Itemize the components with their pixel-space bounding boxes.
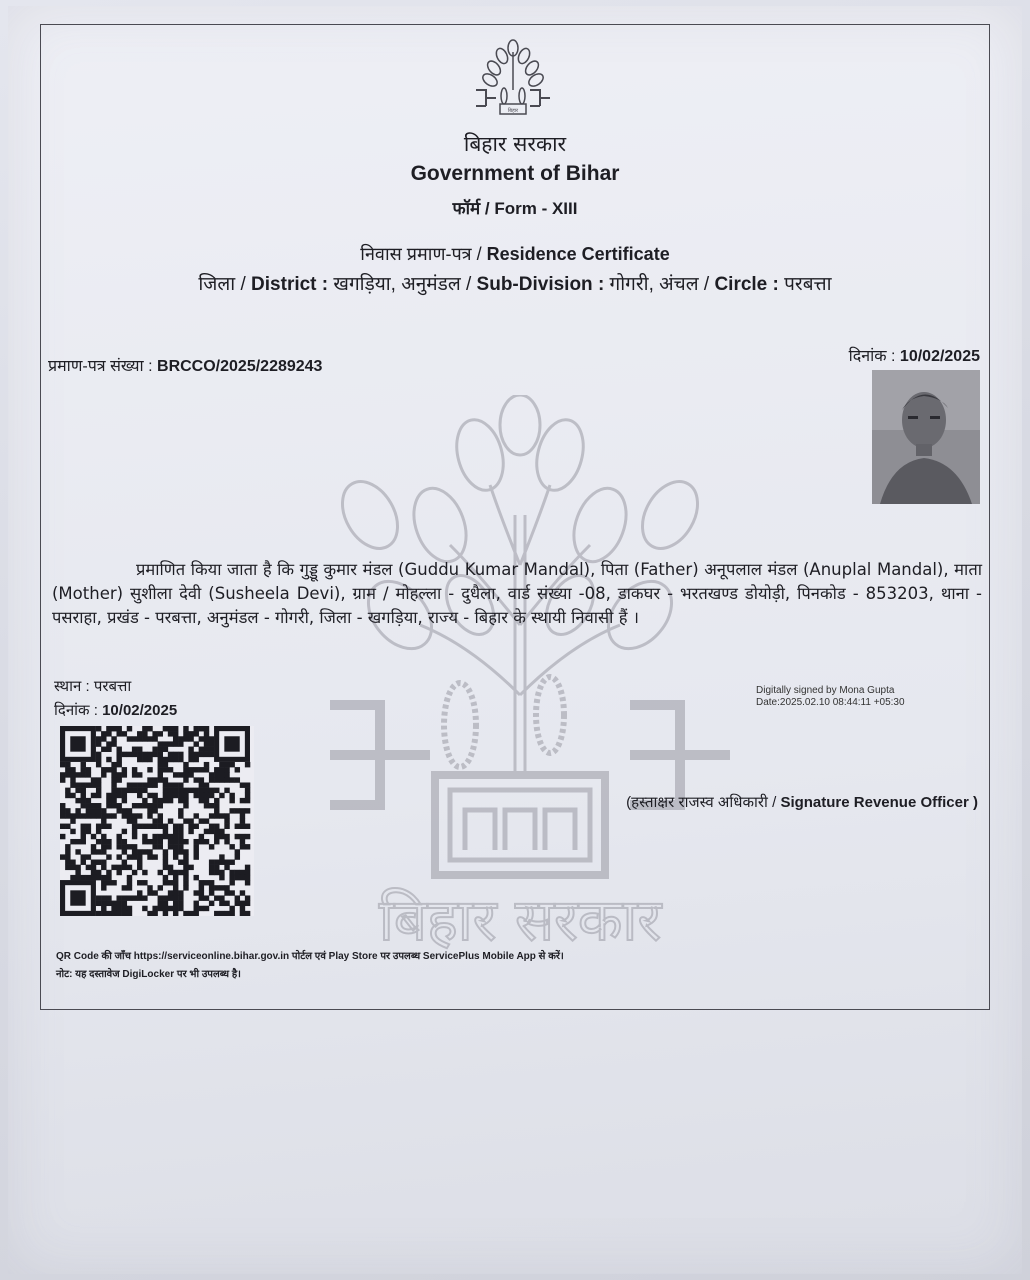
- district-line: [40, 270, 990, 296]
- digital-signature-name: Digitally signed by Mona Gupta: [756, 685, 895, 696]
- issue-date: [54, 700, 177, 720]
- form-label: फॉर्म / Form - XIII: [452, 199, 578, 218]
- circle-label: Circle :: [714, 274, 779, 295]
- title-hindi: बिहार सरकार: [463, 132, 567, 156]
- qr-verification-note: QR Code की जाँच https://serviceonline.bihar.gov.in पोर्टल एवं Play Store पर उपलब्ध ServicePlus Mobile App से करें।: [56, 951, 564, 962]
- signature-label-english: Signature Revenue Officer ): [780, 794, 978, 811]
- issue-place: स्थान : परबत्ता: [54, 678, 132, 695]
- bihar-emblem-icon: [470, 38, 556, 118]
- cert-no-label: प्रमाण-पत्र संख्या :: [48, 358, 158, 375]
- issue-date-label: दिनांक :: [54, 702, 103, 719]
- date-value: 10/02/2025: [899, 348, 980, 365]
- applicant-photo: [872, 370, 980, 504]
- bihar-emblem-watermark: [300, 395, 740, 955]
- certificate-date: [849, 344, 980, 366]
- certificate-body: [52, 558, 982, 630]
- certificate-title-english: Residence Certificate: [486, 244, 670, 264]
- emblem-caption: बिहार: [507, 108, 519, 114]
- digital-signature: [756, 685, 905, 709]
- watermark-text: बिहार सरकार: [378, 886, 662, 954]
- signature-label: [626, 792, 978, 812]
- digilocker-note: नोट: यह दस्तावेज DigiLocker पर भी उपलब्ध है।: [56, 969, 241, 980]
- issue-date-value: 10/02/2025: [102, 702, 178, 719]
- district-value: खगड़िया, अनुमंडल /: [328, 274, 477, 295]
- district-label: District :: [251, 274, 329, 295]
- subdivision-value: गोगरी, अंचल /: [604, 274, 715, 295]
- digital-signature-date: Date:2025.02.10 08:44:11 +05:30: [756, 697, 905, 708]
- district-prefix: जिला /: [198, 274, 252, 295]
- cert-no-value: BRCCO/2025/2289243: [157, 358, 323, 375]
- certificate-body-text: प्रमाणित किया जाता है कि गुड्डू कुमार मंडल (Guddu Kumar Mandal), पिता (Father) अनूपलाल मंडल (Anuplal Mandal), माता (Mother) सुशीला देवी (Susheela Devi), ग्राम / मोहल्ला - दुधैला, वार्ड संख्या -08, डाकघर - भरतखण्ड डोयोड़ी, पिनकोड - 853203, थाना - पसराहा, प्रखंड - परबत्ता, अनुमंडल - गोगरी, जिला - खगड़िया, राज्य - बिहार के स्थायी निवासी हैं ।: [52, 560, 982, 627]
- certificate-number: [48, 354, 322, 376]
- subdivision-label: Sub-Division :: [476, 274, 605, 295]
- certificate-title: [40, 242, 990, 266]
- date-label: दिनांक :: [848, 348, 900, 365]
- circle-value: परबत्ता: [778, 274, 832, 295]
- qr-code: [60, 726, 254, 916]
- signature-label-hindi: (हस्ताक्षर राजस्व अधिकारी /: [626, 794, 781, 811]
- certificate-title-hindi: निवास प्रमाण-पत्र /: [360, 244, 487, 264]
- title-english: Government of Bihar: [410, 162, 620, 185]
